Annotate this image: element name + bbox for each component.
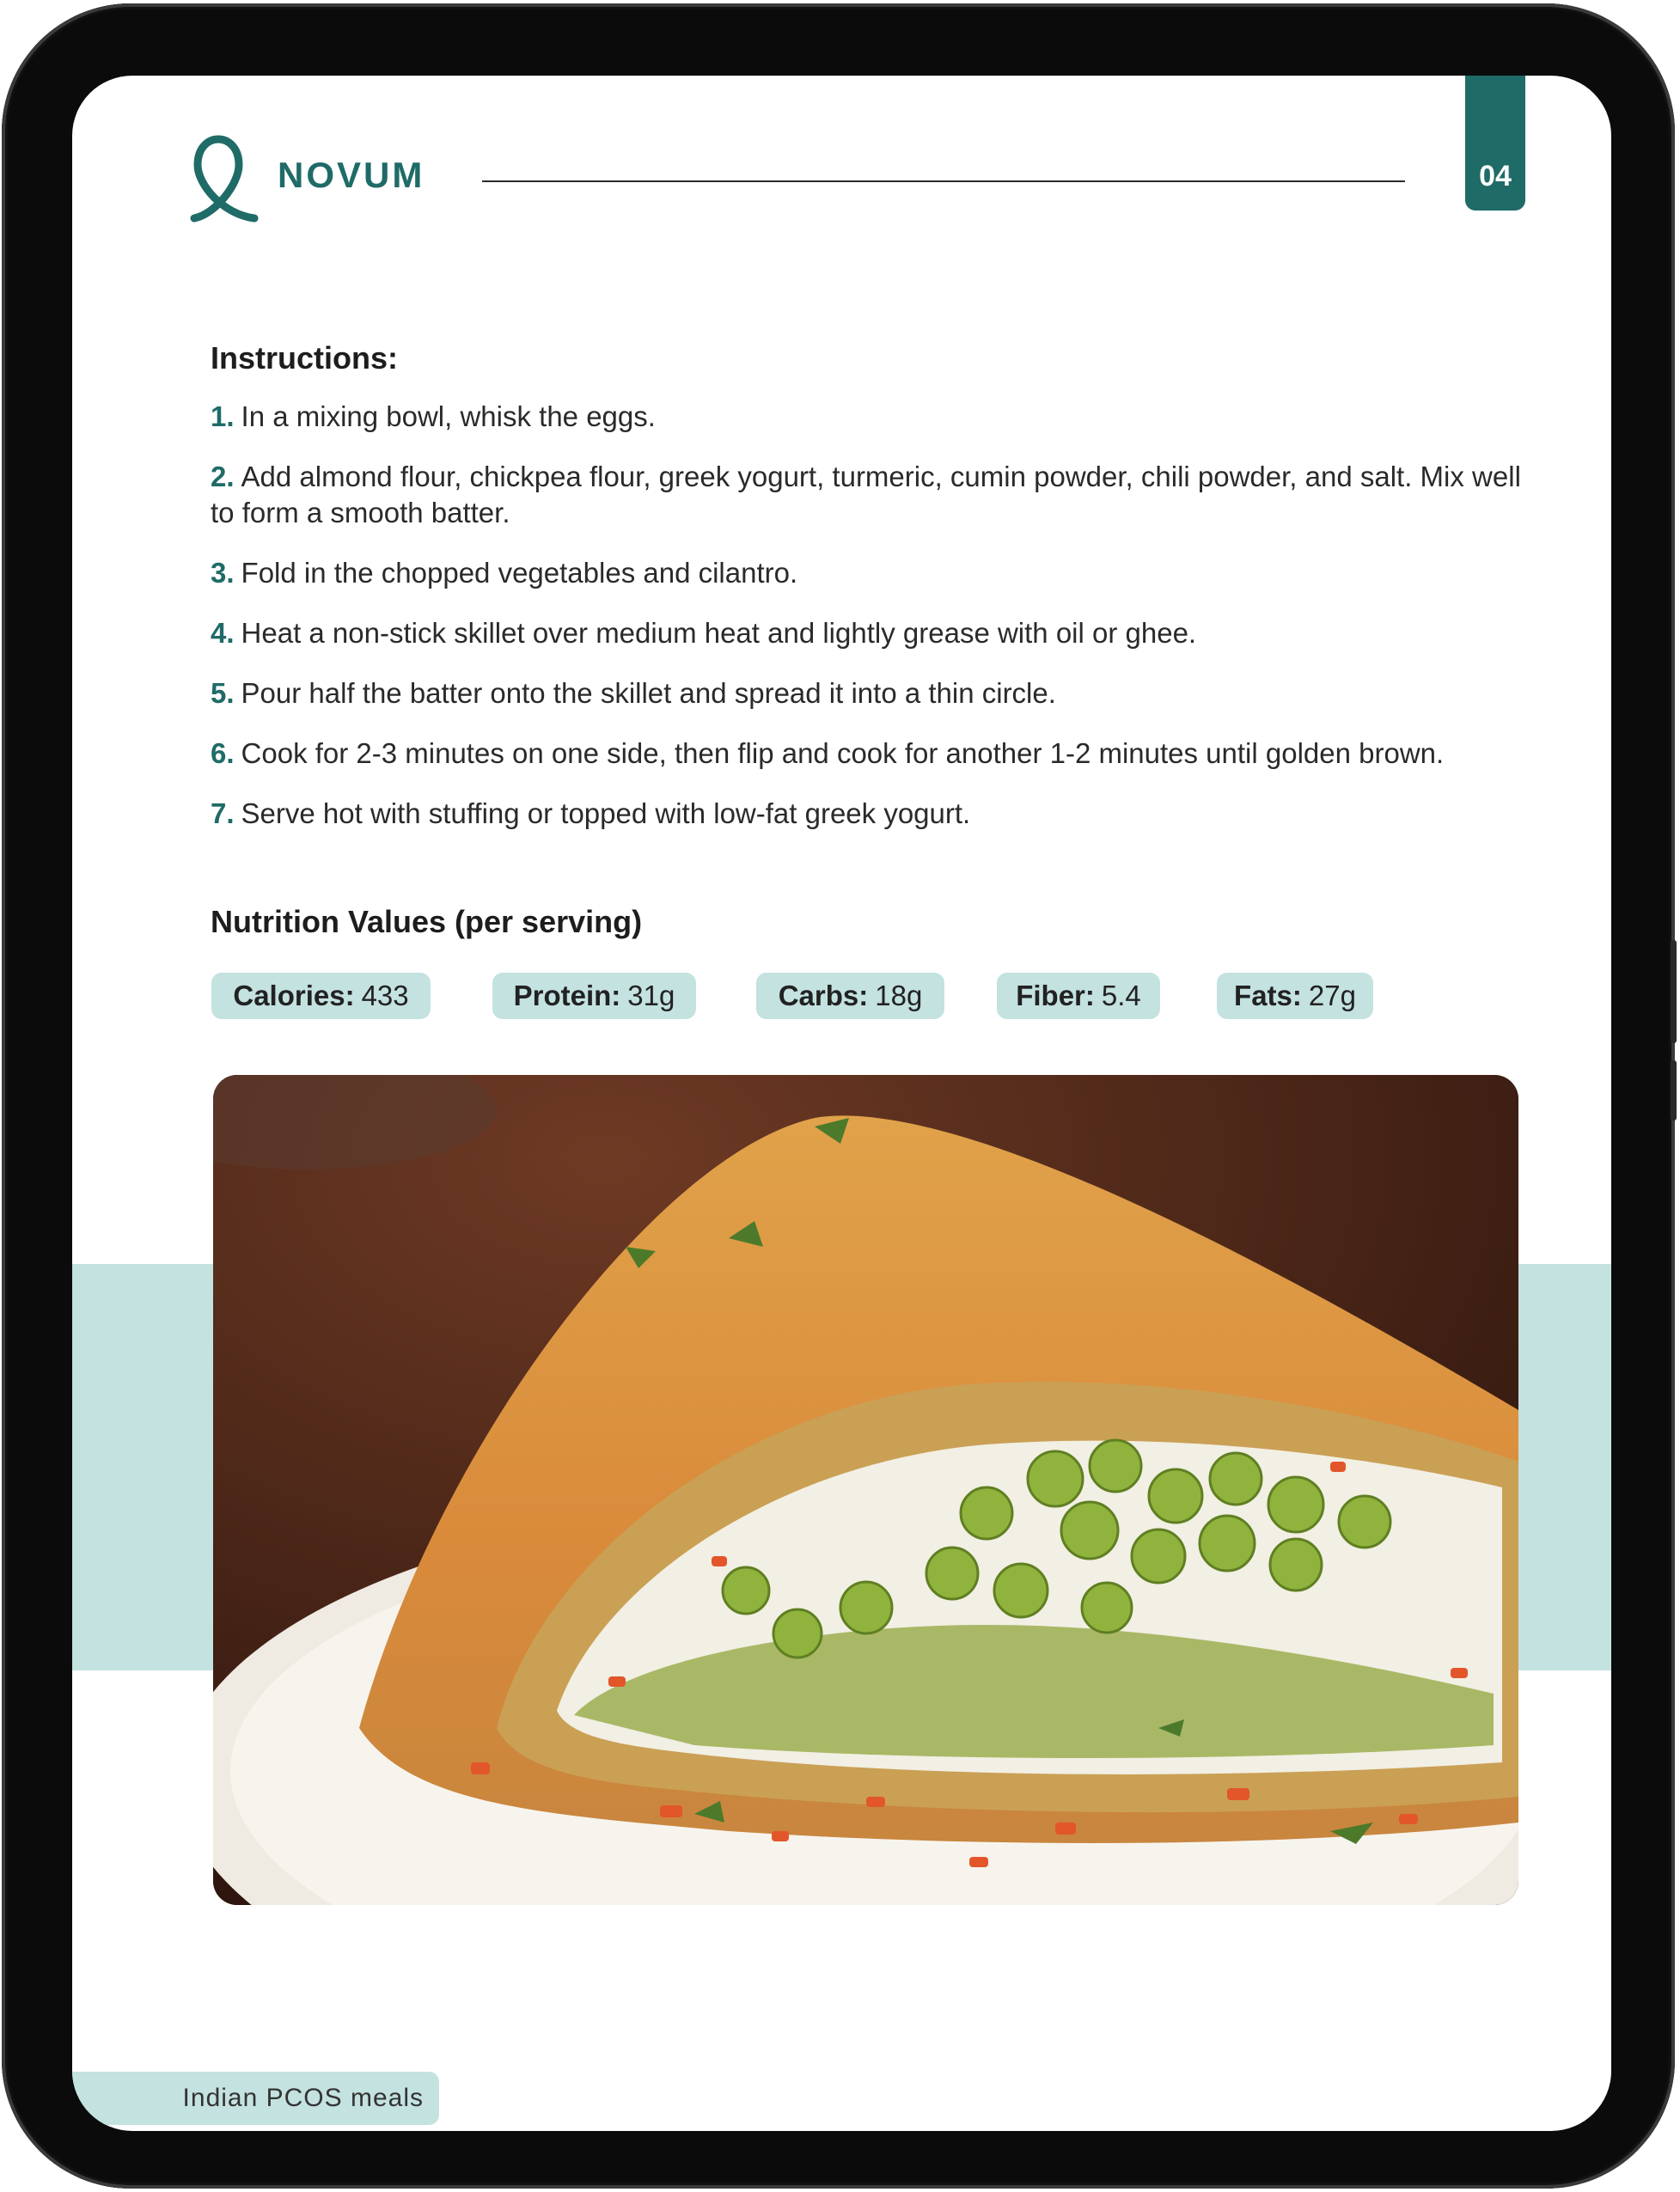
decorative-band-left [72,1264,214,1670]
step-text: Fold in the chopped vegetables and cilantro. [241,557,798,589]
step-text: Heat a non-stick skillet over medium heat and lightly grease with oil or ghee. [241,617,1197,649]
power-button [1671,1060,1677,1120]
section-footer-label: Indian PCOS meals [182,2084,424,2112]
step-number: 1. [211,400,235,432]
chip-value: 5.4 [1101,980,1141,1011]
step-number: 7. [211,797,235,829]
nutrition-chip-fiber [997,973,1160,1019]
chip-label: Calories: [233,980,355,1011]
instructions-list [211,399,1551,856]
chip-label: Fats: [1234,980,1302,1011]
chip-value: 27g [1308,980,1356,1011]
page-number: 04 [1479,160,1512,192]
instruction-step [211,675,1551,711]
step-text: Serve hot with stuffing or topped with low-fat greek yogurt. [241,797,971,829]
instruction-step [211,615,1551,651]
header-divider [482,180,1405,182]
step-number: 6. [211,737,235,769]
chip-value: 18g [875,980,923,1011]
page-screen [72,76,1611,2131]
chip-label: Protein: [513,980,621,1011]
nutrition-chip-protein [492,973,696,1019]
step-number: 2. [211,461,235,492]
chip-value: 31g [627,980,675,1011]
brand-name: NOVUM [278,155,425,195]
step-text: In a mixing bowl, whisk the eggs. [241,400,656,432]
dish-photo [213,1075,1518,1905]
chip-label: Carbs: [778,980,869,1011]
step-number: 3. [211,557,235,589]
nutrition-chip-fats [1217,973,1373,1019]
volume-button [1671,940,1677,1043]
nutrition-chip-carbs [756,973,944,1019]
nutrition-chip-calories [211,973,431,1019]
page-number-tab [1465,76,1525,211]
instruction-step [211,796,1551,832]
instruction-step [211,399,1551,435]
nutrition-heading: Nutrition Values (per serving) [211,904,643,939]
instruction-step [211,555,1551,591]
chip-label: Fiber: [1016,980,1095,1011]
decorative-band-right [1518,1264,1611,1670]
instructions-heading: Instructions: [211,340,399,376]
ribbon-loop-logo-icon [177,132,272,227]
instruction-step [211,736,1551,772]
step-text: Cook for 2-3 minutes on one side, then flip and cook for another 1-2 minutes until golden brown. [241,737,1445,769]
chip-value: 433 [361,980,409,1011]
step-text: Add almond flour, chickpea flour, greek yogurt, turmeric, cumin powder, chili powder, and salt. Mix well to form a smooth batter. [211,461,1521,528]
step-number: 4. [211,617,235,649]
section-footer-tab [72,2072,439,2125]
step-number: 5. [211,677,235,709]
tablet-frame [2,3,1675,2189]
instruction-step [211,459,1551,531]
step-text: Pour half the batter onto the skillet and spread it into a thin circle. [241,677,1056,709]
